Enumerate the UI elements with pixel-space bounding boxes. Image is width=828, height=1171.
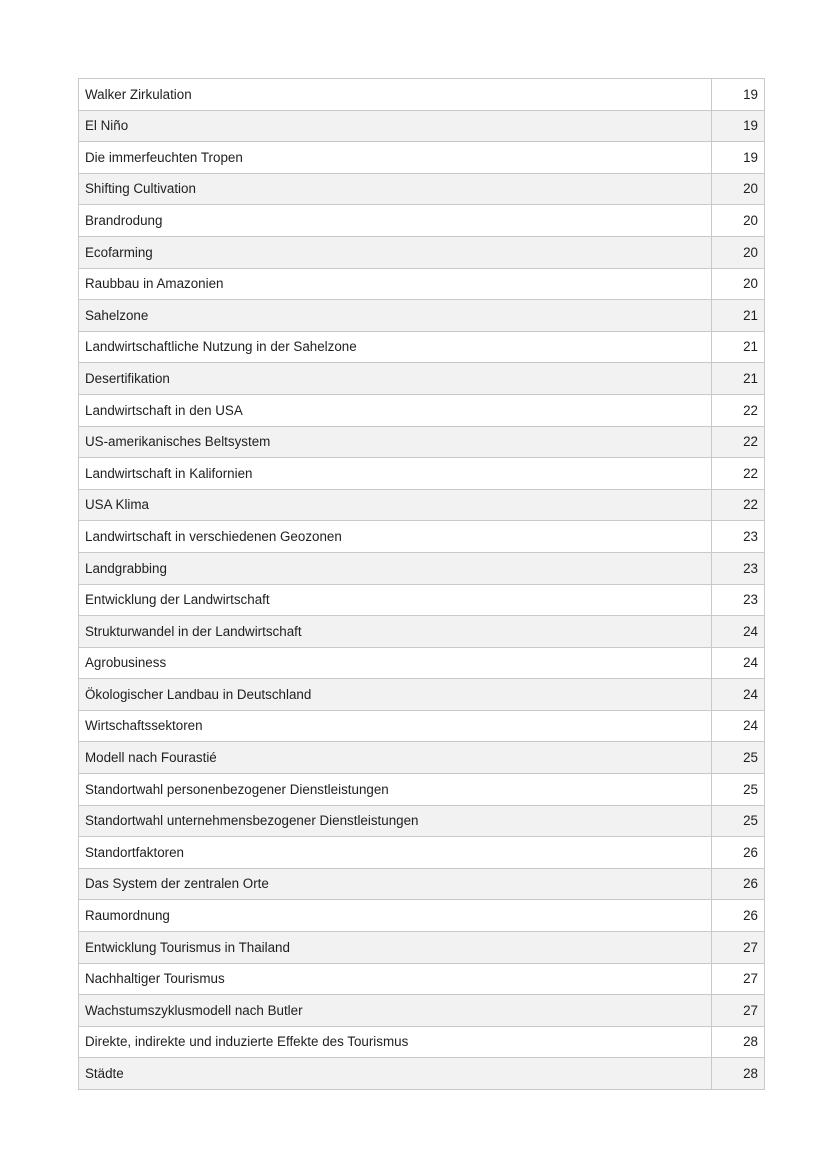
table-row bbox=[79, 236, 765, 268]
table-row bbox=[79, 900, 765, 932]
toc-entry-page-number: 25 bbox=[712, 805, 765, 837]
toc-entry-title: Wachstumszyklusmodell nach Butler bbox=[79, 995, 712, 1027]
toc-entry-page-number: 21 bbox=[712, 331, 765, 363]
table-row bbox=[79, 142, 765, 174]
table-row bbox=[79, 805, 765, 837]
table-row bbox=[79, 173, 765, 205]
toc-entry-page-number: 20 bbox=[712, 236, 765, 268]
table-row bbox=[79, 394, 765, 426]
toc-entry-title: Das System der zentralen Orte bbox=[79, 868, 712, 900]
toc-entry-page-number: 23 bbox=[712, 521, 765, 553]
toc-entry-title: Sahelzone bbox=[79, 300, 712, 332]
toc-entry-title: Landwirtschaft in den USA bbox=[79, 394, 712, 426]
toc-entry-page-number: 24 bbox=[712, 710, 765, 742]
toc-entry-page-number: 20 bbox=[712, 268, 765, 300]
toc-entry-title: Ökologischer Landbau in Deutschland bbox=[79, 679, 712, 711]
toc-entry-page-number: 28 bbox=[712, 1026, 765, 1058]
toc-entry-title: Strukturwandel in der Landwirtschaft bbox=[79, 616, 712, 648]
toc-entry-title: Entwicklung der Landwirtschaft bbox=[79, 584, 712, 616]
table-row bbox=[79, 489, 765, 521]
table-row bbox=[79, 742, 765, 774]
toc-entry-title: USA Klima bbox=[79, 489, 712, 521]
toc-entry-title: Standortwahl unternehmensbezogener Dienstleistungen bbox=[79, 805, 712, 837]
toc-entry-title: Agrobusiness bbox=[79, 647, 712, 679]
table-row bbox=[79, 710, 765, 742]
toc-entry-title: Landwirtschaftliche Nutzung in der Sahelzone bbox=[79, 331, 712, 363]
toc-entry-title: Wirtschaftssektoren bbox=[79, 710, 712, 742]
table-row bbox=[79, 1026, 765, 1058]
toc-entry-title: Standortfaktoren bbox=[79, 837, 712, 869]
toc-entry-page-number: 22 bbox=[712, 426, 765, 458]
toc-entry-page-number: 21 bbox=[712, 363, 765, 395]
table-row bbox=[79, 268, 765, 300]
table-row bbox=[79, 426, 765, 458]
table-row bbox=[79, 552, 765, 584]
table-row bbox=[79, 300, 765, 332]
toc-entry-page-number: 26 bbox=[712, 868, 765, 900]
toc-entry-title: Landwirtschaft in verschiedenen Geozonen bbox=[79, 521, 712, 553]
table-row bbox=[79, 774, 765, 806]
toc-entry-page-number: 19 bbox=[712, 110, 765, 142]
toc-entry-page-number: 20 bbox=[712, 173, 765, 205]
toc-entry-page-number: 27 bbox=[712, 995, 765, 1027]
table-row bbox=[79, 963, 765, 995]
toc-entry-page-number: 26 bbox=[712, 837, 765, 869]
toc-entry-page-number: 23 bbox=[712, 552, 765, 584]
toc-entry-page-number: 19 bbox=[712, 79, 765, 111]
toc-entry-page-number: 22 bbox=[712, 394, 765, 426]
table-row bbox=[79, 521, 765, 553]
toc-entry-title: Walker Zirkulation bbox=[79, 79, 712, 111]
table-row bbox=[79, 79, 765, 111]
toc-entry-page-number: 26 bbox=[712, 900, 765, 932]
toc-entry-title: Die immerfeuchten Tropen bbox=[79, 142, 712, 174]
toc-entry-page-number: 23 bbox=[712, 584, 765, 616]
table-row bbox=[79, 932, 765, 964]
table-row bbox=[79, 205, 765, 237]
toc-entry-page-number: 24 bbox=[712, 647, 765, 679]
toc-entry-title: Standortwahl personenbezogener Dienstleistungen bbox=[79, 774, 712, 806]
table-row bbox=[79, 995, 765, 1027]
toc-entry-title: Raubbau in Amazonien bbox=[79, 268, 712, 300]
toc-entry-title: Modell nach Fourastié bbox=[79, 742, 712, 774]
toc-entry-title: Ecofarming bbox=[79, 236, 712, 268]
table-row bbox=[79, 679, 765, 711]
toc-entry-page-number: 22 bbox=[712, 489, 765, 521]
toc-entry-page-number: 25 bbox=[712, 742, 765, 774]
toc-entry-title: El Niño bbox=[79, 110, 712, 142]
table-row bbox=[79, 616, 765, 648]
table-of-contents bbox=[78, 78, 765, 1090]
table-row bbox=[79, 363, 765, 395]
toc-entry-page-number: 22 bbox=[712, 458, 765, 490]
toc-entry-title: Desertifikation bbox=[79, 363, 712, 395]
toc-entry-title: Landwirtschaft in Kalifornien bbox=[79, 458, 712, 490]
toc-entry-title: Raumordnung bbox=[79, 900, 712, 932]
table-row bbox=[79, 331, 765, 363]
toc-entry-page-number: 27 bbox=[712, 932, 765, 964]
toc-entry-page-number: 28 bbox=[712, 1058, 765, 1090]
toc-entry-page-number: 27 bbox=[712, 963, 765, 995]
toc-entry-title: Brandrodung bbox=[79, 205, 712, 237]
toc-entry-title: Shifting Cultivation bbox=[79, 173, 712, 205]
toc-entry-title: Städte bbox=[79, 1058, 712, 1090]
toc-entry-page-number: 25 bbox=[712, 774, 765, 806]
toc-entry-title: Landgrabbing bbox=[79, 552, 712, 584]
toc-body bbox=[79, 79, 765, 1090]
toc-entry-page-number: 24 bbox=[712, 616, 765, 648]
table-row bbox=[79, 1058, 765, 1090]
toc-entry-title: Nachhaltiger Tourismus bbox=[79, 963, 712, 995]
table-row bbox=[79, 458, 765, 490]
toc-entry-title: US-amerikanisches Beltsystem bbox=[79, 426, 712, 458]
table-row bbox=[79, 110, 765, 142]
table-row bbox=[79, 647, 765, 679]
table-row bbox=[79, 837, 765, 869]
toc-entry-page-number: 24 bbox=[712, 679, 765, 711]
toc-entry-title: Entwicklung Tourismus in Thailand bbox=[79, 932, 712, 964]
toc-entry-page-number: 21 bbox=[712, 300, 765, 332]
toc-entry-page-number: 20 bbox=[712, 205, 765, 237]
toc-entry-title: Direkte, indirekte und induzierte Effekte des Tourismus bbox=[79, 1026, 712, 1058]
table-row bbox=[79, 584, 765, 616]
table-row bbox=[79, 868, 765, 900]
toc-entry-page-number: 19 bbox=[712, 142, 765, 174]
